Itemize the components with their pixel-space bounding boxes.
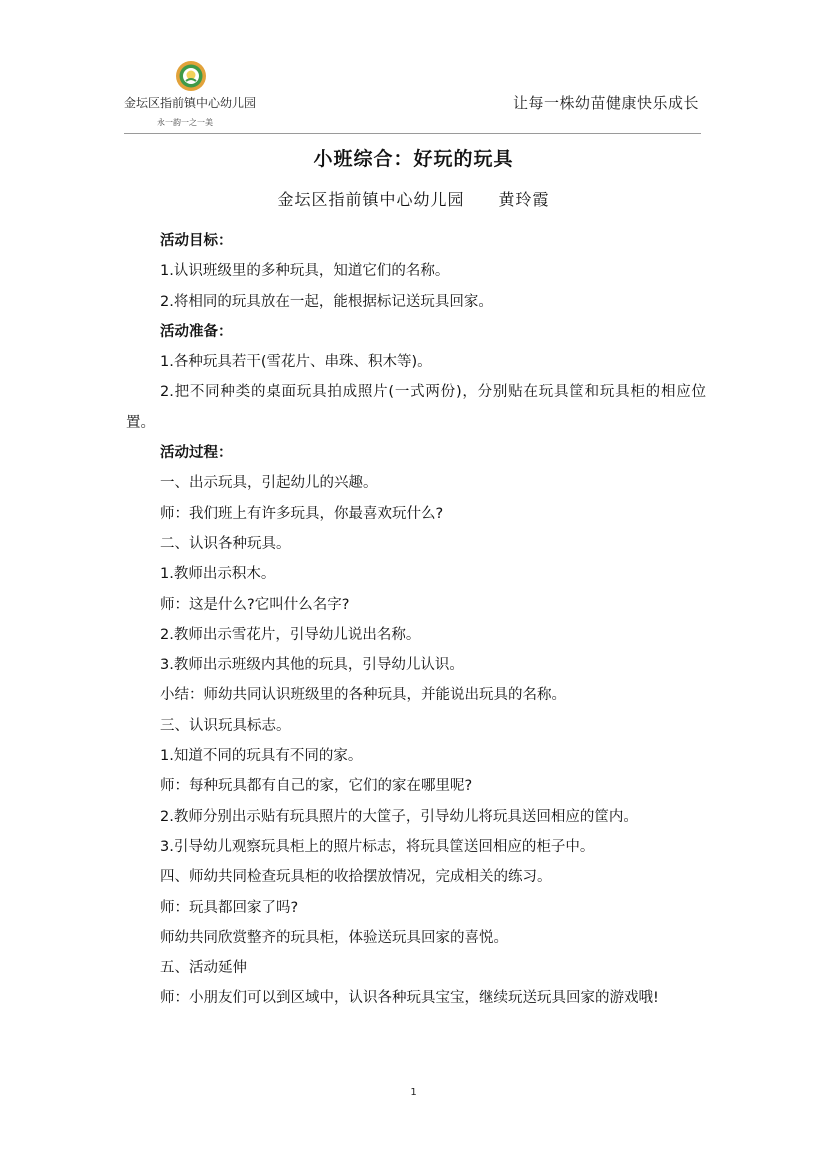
page-number: 1 bbox=[410, 1087, 417, 1098]
paragraph: 三、认识玩具标志。 bbox=[160, 717, 291, 734]
paragraph: 师：这是什么?它叫什么名字? bbox=[160, 596, 350, 613]
paragraph: 师：玩具都回家了吗? bbox=[160, 899, 299, 916]
header-motto: 永一韵一之一美 bbox=[157, 118, 213, 127]
paragraph: 师：我们班上有许多玩具，你最喜欢玩什么? bbox=[160, 505, 444, 522]
paragraph: 二、认识各种玩具。 bbox=[160, 535, 291, 552]
header-divider bbox=[124, 133, 701, 134]
paragraph: 1.各种玩具若干(雪花片、串珠、积木等)。 bbox=[160, 354, 432, 371]
paragraph: 2.教师分别出示贴有玩具照片的大筐子，引导幼儿将玩具送回相应的筐内。 bbox=[160, 808, 638, 825]
section-heading: 活动过程： bbox=[160, 445, 233, 462]
paragraph: 一、出示玩具，引起幼儿的兴趣。 bbox=[160, 475, 378, 492]
author-school: 金坛区指前镇中心幼儿园 bbox=[277, 190, 465, 209]
paragraph: 2.教师出示雪花片，引导幼儿说出名称。 bbox=[160, 626, 421, 643]
paragraph: 师幼共同欣赏整齐的玩具柜，体验送玩具回家的喜悦。 bbox=[160, 929, 508, 946]
section-heading: 活动准备： bbox=[160, 323, 233, 340]
document-title: 小班综合：好玩的玩具 bbox=[313, 148, 514, 170]
header-school-name: 金坛区指前镇中心幼儿园 bbox=[124, 96, 257, 110]
header-slogan: 让每一株幼苗健康快乐成长 bbox=[512, 94, 699, 112]
paragraph: 五、活动延伸 bbox=[160, 960, 247, 977]
paragraph: 1.教师出示积木。 bbox=[160, 566, 276, 583]
paragraph: 师：每种玩具都有自己的家，它们的家在哪里呢? bbox=[160, 778, 473, 795]
paragraph: 1.认识班级里的多种玩具，知道它们的名称。 bbox=[160, 263, 450, 280]
paragraph: 2.将相同的玩具放在一起，能根据标记送玩具回家。 bbox=[160, 293, 493, 310]
paragraph: 3.引导幼儿观察玩具柜上的照片标志，将玩具筐送回相应的柜子中。 bbox=[160, 838, 595, 855]
school-logo-icon bbox=[175, 60, 207, 92]
paragraph: 1.知道不同的玩具有不同的家。 bbox=[160, 748, 363, 765]
paragraph: 3.教师出示班级内其他的玩具，引导幼儿认识。 bbox=[160, 657, 464, 674]
paragraph: 师：小朋友们可以到区域中，认识各种玩具宝宝，继续玩送玩具回家的游戏哦! bbox=[160, 990, 659, 1007]
author-name: 黄玲霞 bbox=[498, 190, 550, 209]
paragraph: 四、师幼共同检查玩具柜的收拾摆放情况，完成相关的练习。 bbox=[160, 869, 552, 886]
paragraph: 小结：师幼共同认识班级里的各种玩具，并能说出玩具的名称。 bbox=[160, 687, 566, 704]
section-heading: 活动目标： bbox=[160, 233, 233, 249]
document-byline bbox=[0, 187, 827, 210]
paragraph: 2.把不同种类的桌面玩具拍成照片(一式两份)，分别贴在玩具筐和玩具柜的相应位置。 bbox=[126, 384, 706, 431]
document-body bbox=[126, 226, 706, 1014]
